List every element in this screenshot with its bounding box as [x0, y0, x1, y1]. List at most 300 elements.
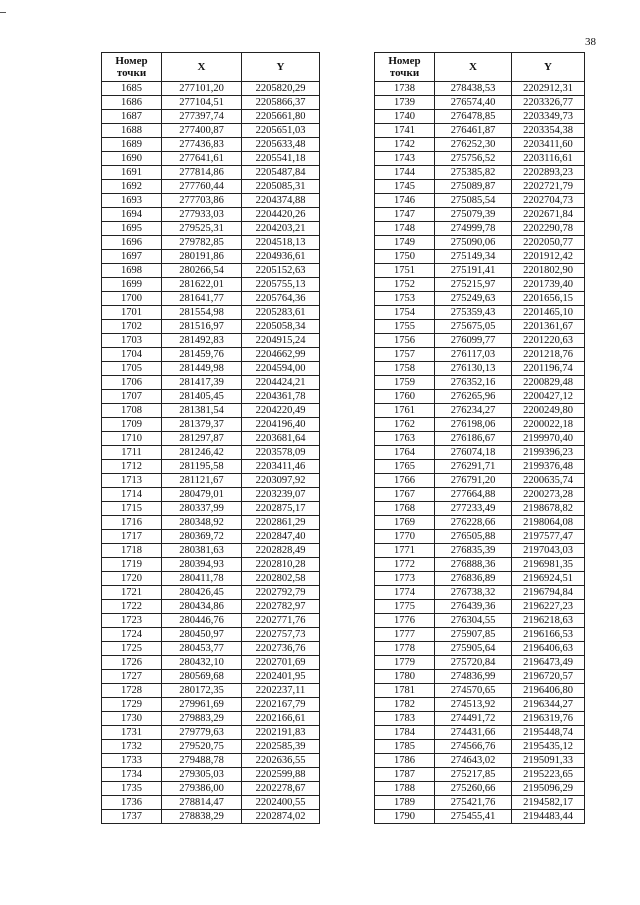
- cell-x: 279883,29: [162, 712, 242, 726]
- cell-x: 281246,42: [162, 446, 242, 460]
- cell-point-number: 1781: [375, 684, 435, 698]
- table-body-right: [375, 82, 585, 824]
- cell-x: 276835,39: [435, 544, 512, 558]
- cell-point-number: 1767: [375, 488, 435, 502]
- table-header-row: [375, 53, 585, 82]
- cell-point-number: 1721: [102, 586, 162, 600]
- table-row: [375, 754, 585, 768]
- table-row: [375, 460, 585, 474]
- cell-point-number: 1743: [375, 152, 435, 166]
- table-row: [102, 236, 320, 250]
- header-y: Y: [242, 53, 320, 82]
- cell-y: 2194582,17: [512, 796, 585, 810]
- cell-x: 277814,86: [162, 166, 242, 180]
- table-row: [102, 712, 320, 726]
- cell-x: 280426,45: [162, 586, 242, 600]
- cell-x: 281417,39: [162, 376, 242, 390]
- cell-x: 277104,51: [162, 96, 242, 110]
- cell-y: 2204203,21: [242, 222, 320, 236]
- table-row: [375, 782, 585, 796]
- table-row: [102, 362, 320, 376]
- cell-point-number: 1688: [102, 124, 162, 138]
- table-row: [375, 628, 585, 642]
- cell-x: 274570,65: [435, 684, 512, 698]
- cell-y: 2202191,83: [242, 726, 320, 740]
- cell-point-number: 1742: [375, 138, 435, 152]
- cell-x: 278838,29: [162, 810, 242, 824]
- cell-x: 280337,99: [162, 502, 242, 516]
- table-row: [102, 474, 320, 488]
- cell-point-number: 1705: [102, 362, 162, 376]
- cell-y: 2204220,49: [242, 404, 320, 418]
- cell-x: 279525,31: [162, 222, 242, 236]
- table-row: [375, 502, 585, 516]
- cell-x: 276291,71: [435, 460, 512, 474]
- cell-point-number: 1709: [102, 418, 162, 432]
- cell-point-number: 1748: [375, 222, 435, 236]
- table-row: [102, 152, 320, 166]
- cell-y: 2205633,48: [242, 138, 320, 152]
- cell-point-number: 1738: [375, 82, 435, 96]
- cell-y: 2202701,69: [242, 656, 320, 670]
- cell-point-number: 1774: [375, 586, 435, 600]
- cell-point-number: 1727: [102, 670, 162, 684]
- cell-y: 2202875,17: [242, 502, 320, 516]
- cell-point-number: 1777: [375, 628, 435, 642]
- cell-x: 281381,54: [162, 404, 242, 418]
- cell-x: 279520,75: [162, 740, 242, 754]
- cell-point-number: 1751: [375, 264, 435, 278]
- table-row: [102, 208, 320, 222]
- cell-x: 280381,63: [162, 544, 242, 558]
- table-row: [375, 250, 585, 264]
- table-row: [102, 110, 320, 124]
- table-row: [375, 82, 585, 96]
- cell-x: 276574,40: [435, 96, 512, 110]
- cell-y: 2199376,48: [512, 460, 585, 474]
- cell-y: 2200635,74: [512, 474, 585, 488]
- table-row: [375, 124, 585, 138]
- cell-x: 276836,89: [435, 572, 512, 586]
- table-row: [102, 656, 320, 670]
- cell-point-number: 1734: [102, 768, 162, 782]
- cell-y: 2204361,78: [242, 390, 320, 404]
- coordinates-table-left: [101, 52, 320, 824]
- table-row: [375, 810, 585, 824]
- cell-y: 2196166,53: [512, 628, 585, 642]
- cell-y: 2202166,61: [242, 712, 320, 726]
- cell-y: 2204424,21: [242, 376, 320, 390]
- cell-y: 2202861,29: [242, 516, 320, 530]
- cell-point-number: 1685: [102, 82, 162, 96]
- cell-point-number: 1702: [102, 320, 162, 334]
- cell-y: 2203681,64: [242, 432, 320, 446]
- table-row: [375, 390, 585, 404]
- table-header-row: [102, 53, 320, 82]
- cell-x: 280446,76: [162, 614, 242, 628]
- cell-x: 275217,85: [435, 768, 512, 782]
- cell-y: 2202810,28: [242, 558, 320, 572]
- table-row: [102, 446, 320, 460]
- cell-y: 2201739,40: [512, 278, 585, 292]
- cell-y: 2202847,40: [242, 530, 320, 544]
- table-row: [375, 418, 585, 432]
- header-x: X: [162, 53, 242, 82]
- table-row: [375, 684, 585, 698]
- cell-x: 277436,83: [162, 138, 242, 152]
- cell-x: 274491,72: [435, 712, 512, 726]
- cell-x: 276186,67: [435, 432, 512, 446]
- cell-x: 274999,78: [435, 222, 512, 236]
- cell-point-number: 1741: [375, 124, 435, 138]
- cell-point-number: 1712: [102, 460, 162, 474]
- cell-x: 274431,66: [435, 726, 512, 740]
- table-row: [102, 306, 320, 320]
- cell-point-number: 1788: [375, 782, 435, 796]
- cell-x: 275385,82: [435, 166, 512, 180]
- cell-y: 2205152,63: [242, 264, 320, 278]
- cell-y: 2200022,18: [512, 418, 585, 432]
- cell-y: 2198678,82: [512, 502, 585, 516]
- cell-y: 2202771,76: [242, 614, 320, 628]
- cell-point-number: 1761: [375, 404, 435, 418]
- cell-point-number: 1698: [102, 264, 162, 278]
- cell-point-number: 1728: [102, 684, 162, 698]
- cell-x: 276198,06: [435, 418, 512, 432]
- table-row: [375, 796, 585, 810]
- cell-x: 275905,64: [435, 642, 512, 656]
- cell-point-number: 1749: [375, 236, 435, 250]
- cell-y: 2203326,77: [512, 96, 585, 110]
- cell-point-number: 1763: [375, 432, 435, 446]
- cell-point-number: 1723: [102, 614, 162, 628]
- cell-y: 2201196,74: [512, 362, 585, 376]
- cell-y: 2202671,84: [512, 208, 585, 222]
- cell-y: 2202782,97: [242, 600, 320, 614]
- table-row: [102, 726, 320, 740]
- cell-x: 276074,18: [435, 446, 512, 460]
- cell-y: 2205755,13: [242, 278, 320, 292]
- table-row: [375, 712, 585, 726]
- cell-x: 277664,88: [435, 488, 512, 502]
- table-row: [102, 166, 320, 180]
- cell-y: 2197043,03: [512, 544, 585, 558]
- table-row: [102, 264, 320, 278]
- table-row: [375, 670, 585, 684]
- table-row: [102, 376, 320, 390]
- cell-point-number: 1745: [375, 180, 435, 194]
- cell-y: 2205085,31: [242, 180, 320, 194]
- cell-point-number: 1729: [102, 698, 162, 712]
- cell-x: 276130,13: [435, 362, 512, 376]
- cell-x: 281492,83: [162, 334, 242, 348]
- cell-y: 2203349,73: [512, 110, 585, 124]
- cell-y: 2205651,03: [242, 124, 320, 138]
- cell-point-number: 1735: [102, 782, 162, 796]
- table-row: [375, 152, 585, 166]
- cell-y: 2201361,67: [512, 320, 585, 334]
- header-point-number: Номер точки: [102, 53, 162, 82]
- cell-point-number: 1719: [102, 558, 162, 572]
- cell-point-number: 1778: [375, 642, 435, 656]
- cell-y: 2196473,49: [512, 656, 585, 670]
- page-number: 38: [585, 36, 596, 48]
- cell-point-number: 1704: [102, 348, 162, 362]
- cell-x: 275249,63: [435, 292, 512, 306]
- table-row: [102, 782, 320, 796]
- cell-x: 275089,87: [435, 180, 512, 194]
- table-row: [102, 628, 320, 642]
- table-row: [375, 362, 585, 376]
- cell-x: 276228,66: [435, 516, 512, 530]
- table-row: [102, 586, 320, 600]
- table-row: [375, 166, 585, 180]
- cell-point-number: 1700: [102, 292, 162, 306]
- cell-point-number: 1786: [375, 754, 435, 768]
- cell-y: 2196924,51: [512, 572, 585, 586]
- table-row: [102, 138, 320, 152]
- table-row: [375, 180, 585, 194]
- cell-x: 280479,01: [162, 488, 242, 502]
- table-row: [102, 516, 320, 530]
- cell-x: 281516,97: [162, 320, 242, 334]
- cell-x: 276252,30: [435, 138, 512, 152]
- cell-x: 280411,78: [162, 572, 242, 586]
- header-point-number: Номер точки: [375, 53, 435, 82]
- cell-x: 280348,92: [162, 516, 242, 530]
- cell-point-number: 1694: [102, 208, 162, 222]
- cell-x: 275149,34: [435, 250, 512, 264]
- cell-point-number: 1706: [102, 376, 162, 390]
- table-row: [375, 656, 585, 670]
- cell-x: 276461,87: [435, 124, 512, 138]
- cell-x: 279305,03: [162, 768, 242, 782]
- table-row: [375, 586, 585, 600]
- cell-point-number: 1711: [102, 446, 162, 460]
- table-row: [102, 96, 320, 110]
- cell-point-number: 1752: [375, 278, 435, 292]
- cell-point-number: 1790: [375, 810, 435, 824]
- cell-x: 275079,39: [435, 208, 512, 222]
- table-row: [375, 110, 585, 124]
- cell-y: 2194483,44: [512, 810, 585, 824]
- cell-x: 281622,01: [162, 278, 242, 292]
- cell-y: 2202757,73: [242, 628, 320, 642]
- cell-y: 2202585,39: [242, 740, 320, 754]
- cell-x: 280172,35: [162, 684, 242, 698]
- cell-y: 2195448,74: [512, 726, 585, 740]
- cell-point-number: 1772: [375, 558, 435, 572]
- cell-point-number: 1725: [102, 642, 162, 656]
- cell-point-number: 1789: [375, 796, 435, 810]
- cell-x: 274513,92: [435, 698, 512, 712]
- table-row: [102, 292, 320, 306]
- table-row: [102, 460, 320, 474]
- cell-y: 2205661,80: [242, 110, 320, 124]
- cell-y: 2195223,65: [512, 768, 585, 782]
- table-row: [102, 768, 320, 782]
- table-row: [102, 544, 320, 558]
- cell-x: 276117,03: [435, 348, 512, 362]
- cell-y: 2202599,88: [242, 768, 320, 782]
- cell-point-number: 1686: [102, 96, 162, 110]
- cell-x: 280191,86: [162, 250, 242, 264]
- cell-point-number: 1707: [102, 390, 162, 404]
- cell-x: 281405,45: [162, 390, 242, 404]
- table-row: [375, 768, 585, 782]
- cell-x: 276439,36: [435, 600, 512, 614]
- cell-y: 2201218,76: [512, 348, 585, 362]
- cell-y: 2204374,88: [242, 194, 320, 208]
- table-row: [375, 208, 585, 222]
- cell-x: 280569,68: [162, 670, 242, 684]
- table-row: [102, 740, 320, 754]
- cell-y: 2195096,29: [512, 782, 585, 796]
- table-row: [375, 600, 585, 614]
- cell-y: 2203411,46: [242, 460, 320, 474]
- table-row: [375, 264, 585, 278]
- cell-y: 2196227,23: [512, 600, 585, 614]
- table-row: [102, 502, 320, 516]
- cell-point-number: 1753: [375, 292, 435, 306]
- table-row: [375, 334, 585, 348]
- cell-x: 276099,77: [435, 334, 512, 348]
- cell-y: 2200829,48: [512, 376, 585, 390]
- cell-x: 278814,47: [162, 796, 242, 810]
- table-row: [375, 278, 585, 292]
- cell-y: 2202237,11: [242, 684, 320, 698]
- cell-point-number: 1766: [375, 474, 435, 488]
- cell-x: 276791,20: [435, 474, 512, 488]
- cell-y: 2201656,15: [512, 292, 585, 306]
- cell-x: 281379,37: [162, 418, 242, 432]
- cell-point-number: 1747: [375, 208, 435, 222]
- table-row: [375, 194, 585, 208]
- cell-y: 2196406,63: [512, 642, 585, 656]
- cell-y: 2196981,35: [512, 558, 585, 572]
- cell-x: 280394,93: [162, 558, 242, 572]
- cell-x: 276304,55: [435, 614, 512, 628]
- cell-point-number: 1710: [102, 432, 162, 446]
- cell-y: 2205283,61: [242, 306, 320, 320]
- table-row: [102, 530, 320, 544]
- cell-y: 2200273,28: [512, 488, 585, 502]
- table-row: [102, 670, 320, 684]
- table-row: [375, 488, 585, 502]
- cell-point-number: 1730: [102, 712, 162, 726]
- cell-y: 2202802,58: [242, 572, 320, 586]
- cell-x: 279779,63: [162, 726, 242, 740]
- cell-point-number: 1775: [375, 600, 435, 614]
- cell-point-number: 1708: [102, 404, 162, 418]
- table-row: [102, 320, 320, 334]
- table-row: [375, 698, 585, 712]
- cell-y: 2202400,55: [242, 796, 320, 810]
- cell-x: 279386,00: [162, 782, 242, 796]
- cell-point-number: 1746: [375, 194, 435, 208]
- cell-y: 2203354,38: [512, 124, 585, 138]
- cell-y: 2202636,55: [242, 754, 320, 768]
- cell-x: 277760,44: [162, 180, 242, 194]
- cell-point-number: 1750: [375, 250, 435, 264]
- cell-y: 2198064,08: [512, 516, 585, 530]
- cell-y: 2202893,23: [512, 166, 585, 180]
- table-row: [102, 600, 320, 614]
- table-row: [102, 698, 320, 712]
- cell-point-number: 1780: [375, 670, 435, 684]
- cell-y: 2203097,92: [242, 474, 320, 488]
- cell-y: 2196319,76: [512, 712, 585, 726]
- cell-point-number: 1697: [102, 250, 162, 264]
- cell-point-number: 1769: [375, 516, 435, 530]
- cell-y: 2196406,80: [512, 684, 585, 698]
- cell-y: 2201802,90: [512, 264, 585, 278]
- cell-x: 276352,16: [435, 376, 512, 390]
- table-row: [375, 348, 585, 362]
- cell-point-number: 1699: [102, 278, 162, 292]
- cell-x: 275907,85: [435, 628, 512, 642]
- cell-point-number: 1783: [375, 712, 435, 726]
- cell-point-number: 1736: [102, 796, 162, 810]
- cell-x: 275421,76: [435, 796, 512, 810]
- table-row: [102, 222, 320, 236]
- cell-point-number: 1732: [102, 740, 162, 754]
- cell-y: 2202050,77: [512, 236, 585, 250]
- cell-point-number: 1696: [102, 236, 162, 250]
- cell-point-number: 1757: [375, 348, 435, 362]
- table-row: [375, 292, 585, 306]
- cell-y: 2203578,09: [242, 446, 320, 460]
- table-row: [375, 236, 585, 250]
- cell-x: 275090,06: [435, 236, 512, 250]
- cell-point-number: 1759: [375, 376, 435, 390]
- table-row: [375, 572, 585, 586]
- cell-y: 2202792,79: [242, 586, 320, 600]
- cell-point-number: 1776: [375, 614, 435, 628]
- cell-point-number: 1760: [375, 390, 435, 404]
- cell-x: 281641,77: [162, 292, 242, 306]
- cell-x: 275756,52: [435, 152, 512, 166]
- table-row: [375, 320, 585, 334]
- left-edge-mark: [0, 12, 6, 13]
- cell-x: 281554,98: [162, 306, 242, 320]
- cell-x: 277400,87: [162, 124, 242, 138]
- cell-y: 2205820,29: [242, 82, 320, 96]
- cell-x: 280266,54: [162, 264, 242, 278]
- cell-x: 281449,98: [162, 362, 242, 376]
- cell-point-number: 1773: [375, 572, 435, 586]
- cell-x: 277397,74: [162, 110, 242, 124]
- cell-x: 279782,85: [162, 236, 242, 250]
- cell-point-number: 1713: [102, 474, 162, 488]
- cell-point-number: 1687: [102, 110, 162, 124]
- cell-x: 277101,20: [162, 82, 242, 96]
- cell-x: 279961,69: [162, 698, 242, 712]
- cell-x: 275675,05: [435, 320, 512, 334]
- cell-y: 2200249,80: [512, 404, 585, 418]
- table-row: [102, 754, 320, 768]
- cell-point-number: 1782: [375, 698, 435, 712]
- table-row: [375, 376, 585, 390]
- cell-x: 280453,77: [162, 642, 242, 656]
- cell-x: 274836,99: [435, 670, 512, 684]
- cell-y: 2205541,18: [242, 152, 320, 166]
- cell-x: 279488,78: [162, 754, 242, 768]
- table-row: [102, 488, 320, 502]
- table-row: [102, 418, 320, 432]
- cell-y: 2205058,34: [242, 320, 320, 334]
- cell-x: 280434,86: [162, 600, 242, 614]
